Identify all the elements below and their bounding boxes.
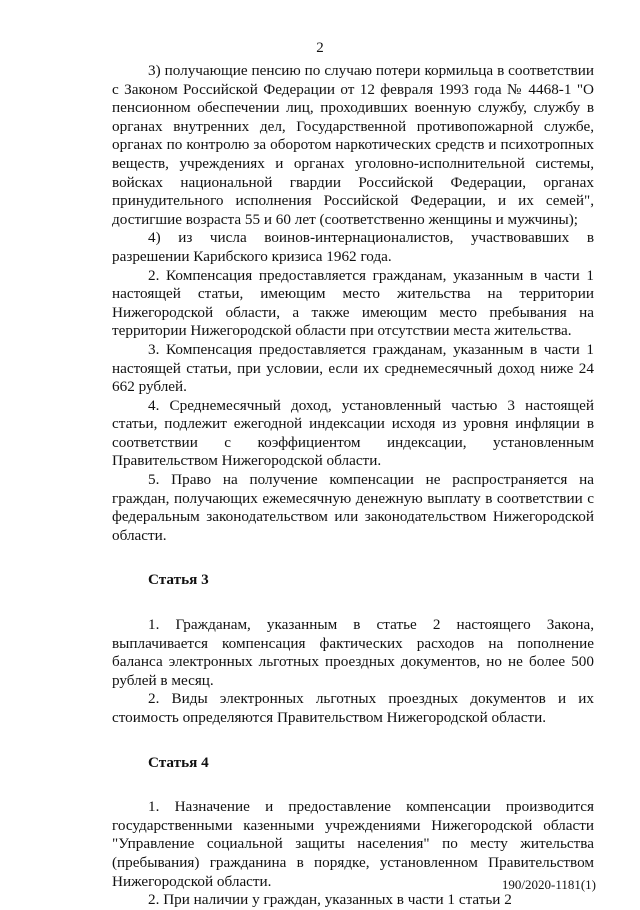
paragraph: 4) из числа воинов-интернационалистов, участвовавших в разрешении Карибского кризиса 1962 года. (112, 229, 594, 265)
paragraph: 5. Право на получение компенсации не распространяется на граждан, получающих ежемесячную денежную выплату в соответствии с федеральным законодательством или законодательством Нижегородской области. (112, 471, 594, 544)
paragraph: 3. Компенсация предоставляется гражданам, указанным в части 1 настоящей статьи, при условии, если их среднемесячный доход ниже 24 662 рублей. (112, 340, 594, 396)
article-3-heading: Статья 3 (148, 571, 209, 589)
document-body (112, 62, 594, 910)
article-4-heading: Статья 4 (148, 753, 209, 771)
paragraph: 2. Виды электронных льготных проездных документов и их стоимость определяются Правительством Нижегородской области. (112, 690, 594, 726)
document-code: 190/2020-1181(1) (501, 877, 596, 892)
section-spacer (112, 772, 594, 798)
section-spacer (112, 590, 594, 616)
section-spacer (112, 728, 594, 754)
paragraph: 2. При наличии у граждан, указанных в части 1 статьи 2 (148, 891, 512, 909)
section-spacer (112, 545, 594, 571)
paragraph: 1. Гражданам, указанным в статье 2 настоящего Закона, выплачивается компенсация фактических расходов на пополнение баланса электронных льготных проездных документов, но не более 500 рублей в месяц. (112, 616, 594, 689)
paragraph: 4. Среднемесячный доход, установленный частью 3 настоящей статьи, подлежит ежегодной индексации исходя из уровня инфляции в соответствии с коэффициентом индексации, установленным Правительством Нижегородской области. (112, 396, 594, 470)
paragraph: 3) получающие пенсию по случаю потери кормильца в соответствии с Законом Российской Федерации от 12 февраля 1993 года № 4468-1 "О пенсионном обеспечении лиц, проходивших военную службу, службу в органах внутренних дел, Государственной противопожарной службе, органах по контролю за оборотом наркотических средств и психотропных веществ, учреждениях и органах уголовно-исполнительной системы, войсках национальной гвардии Российской Федерации, органах принудительного исполнения Российской Федерации, и их семей", достигшие возраста 55 и 60 лет (соответственно женщины и мужчины); (112, 62, 594, 228)
paragraph: 2. Компенсация предоставляется гражданам, указанным в части 1 настоящей статьи, имеющим место жительства на территории Нижегородской области, а также имеющим место пребывания на территории Нижегородской области при отсутствии места жительства. (112, 266, 594, 340)
paragraph: 1. Назначение и предоставление компенсации производится государственными казенными учреждениями Нижегородской области "Управление социальной защиты населения" по месту жительства (пребывания) гражданина в порядке, установленном Правительством Нижегородской области. (112, 798, 594, 890)
page-number: 2 (316, 40, 324, 56)
